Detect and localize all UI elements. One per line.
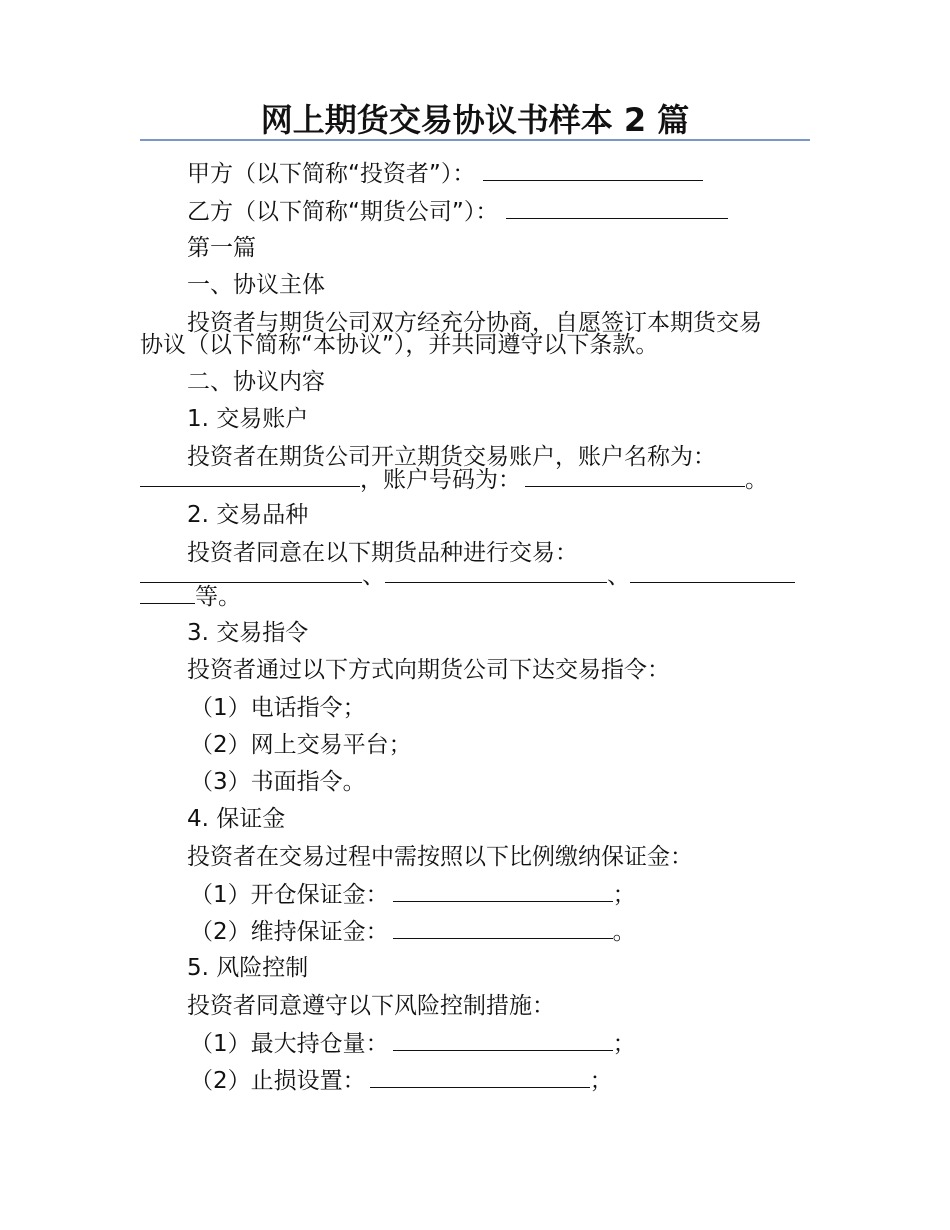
maintenance-margin-label: （2）维持保证金： — [190, 919, 389, 945]
initial-margin-blank[interactable] — [393, 879, 613, 902]
party-b-blank[interactable] — [506, 196, 728, 219]
part-one-heading: 第一篇 — [187, 235, 256, 261]
item3-option2: （2）网上交易平台； — [190, 732, 412, 758]
max-position-label: （1）最大持仓量： — [190, 1031, 389, 1057]
item5-option1 — [190, 1028, 636, 1059]
item4-heading: 4. 保证金 — [187, 806, 286, 832]
item4-option1-end: ； — [612, 882, 636, 908]
item4-option2-end: 。 — [612, 919, 636, 945]
initial-margin-label: （1）开仓保证金： — [190, 882, 389, 908]
item1-heading: 1. 交易账户 — [187, 406, 309, 432]
maintenance-margin-blank[interactable] — [393, 916, 613, 939]
item4-option2 — [190, 916, 636, 947]
product-blank-3[interactable] — [630, 560, 795, 583]
item2-line1: 投资者同意在以下期货品种进行交易： — [187, 540, 578, 566]
item2-end: 等。 — [195, 584, 241, 610]
account-number-label: ，账户号码为： — [360, 467, 521, 493]
item3-line1: 投资者通过以下方式向期货公司下达交易指令： — [187, 657, 670, 683]
product-separator-2: 、 — [607, 563, 630, 589]
section1-paragraph-line1: 投资者与期货公司双方经充分协商，自愿签订本期货交易 — [187, 310, 762, 336]
item1-line2 — [140, 464, 768, 495]
title-underline — [140, 139, 810, 141]
product-blank-3-cont[interactable] — [140, 581, 195, 604]
item5-option2-end: ； — [589, 1068, 613, 1094]
stop-loss-blank[interactable] — [370, 1065, 590, 1088]
account-name-blank[interactable] — [140, 464, 360, 487]
section1-paragraph-line2: 协议（以下简称“本协议”），并共同遵守以下条款。 — [140, 332, 659, 358]
item2-heading: 2. 交易品种 — [187, 502, 309, 528]
product-blank-1[interactable] — [140, 560, 362, 583]
item5-line1: 投资者同意遵守以下风险控制措施： — [187, 993, 555, 1019]
page-title: 网上期货交易协议书样本 2 篇 — [260, 101, 690, 139]
product-separator-1: 、 — [362, 563, 385, 589]
party-b-label: 乙方（以下简称“期货公司”）： — [187, 199, 499, 225]
item3-heading: 3. 交易指令 — [187, 620, 309, 646]
item2-line3 — [140, 581, 241, 612]
item3-option1: （1）电话指令； — [190, 695, 366, 721]
item1-line1: 投资者在期货公司开立期货交易账户，账户名称为： — [187, 444, 716, 470]
product-blank-2[interactable] — [385, 560, 607, 583]
party-a-blank[interactable] — [483, 158, 703, 181]
item3-option3: （3）书面指令。 — [190, 769, 366, 795]
section1-heading: 一、协议主体 — [187, 272, 325, 298]
item5-option1-end: ； — [612, 1031, 636, 1057]
item4-line1: 投资者在交易过程中需按照以下比例缴纳保证金： — [187, 844, 693, 870]
account-number-blank[interactable] — [525, 464, 745, 487]
party-a-line — [187, 158, 703, 189]
item1-line2-end: 。 — [745, 467, 768, 493]
item5-option2 — [190, 1065, 613, 1096]
item4-option1 — [190, 879, 636, 910]
item5-heading: 5. 风险控制 — [187, 955, 309, 981]
party-b-line — [187, 196, 728, 227]
max-position-blank[interactable] — [393, 1028, 613, 1051]
stop-loss-label: （2）止损设置： — [190, 1068, 366, 1094]
section2-heading: 二、协议内容 — [187, 369, 325, 395]
party-a-label: 甲方（以下简称“投资者”）： — [187, 161, 476, 187]
